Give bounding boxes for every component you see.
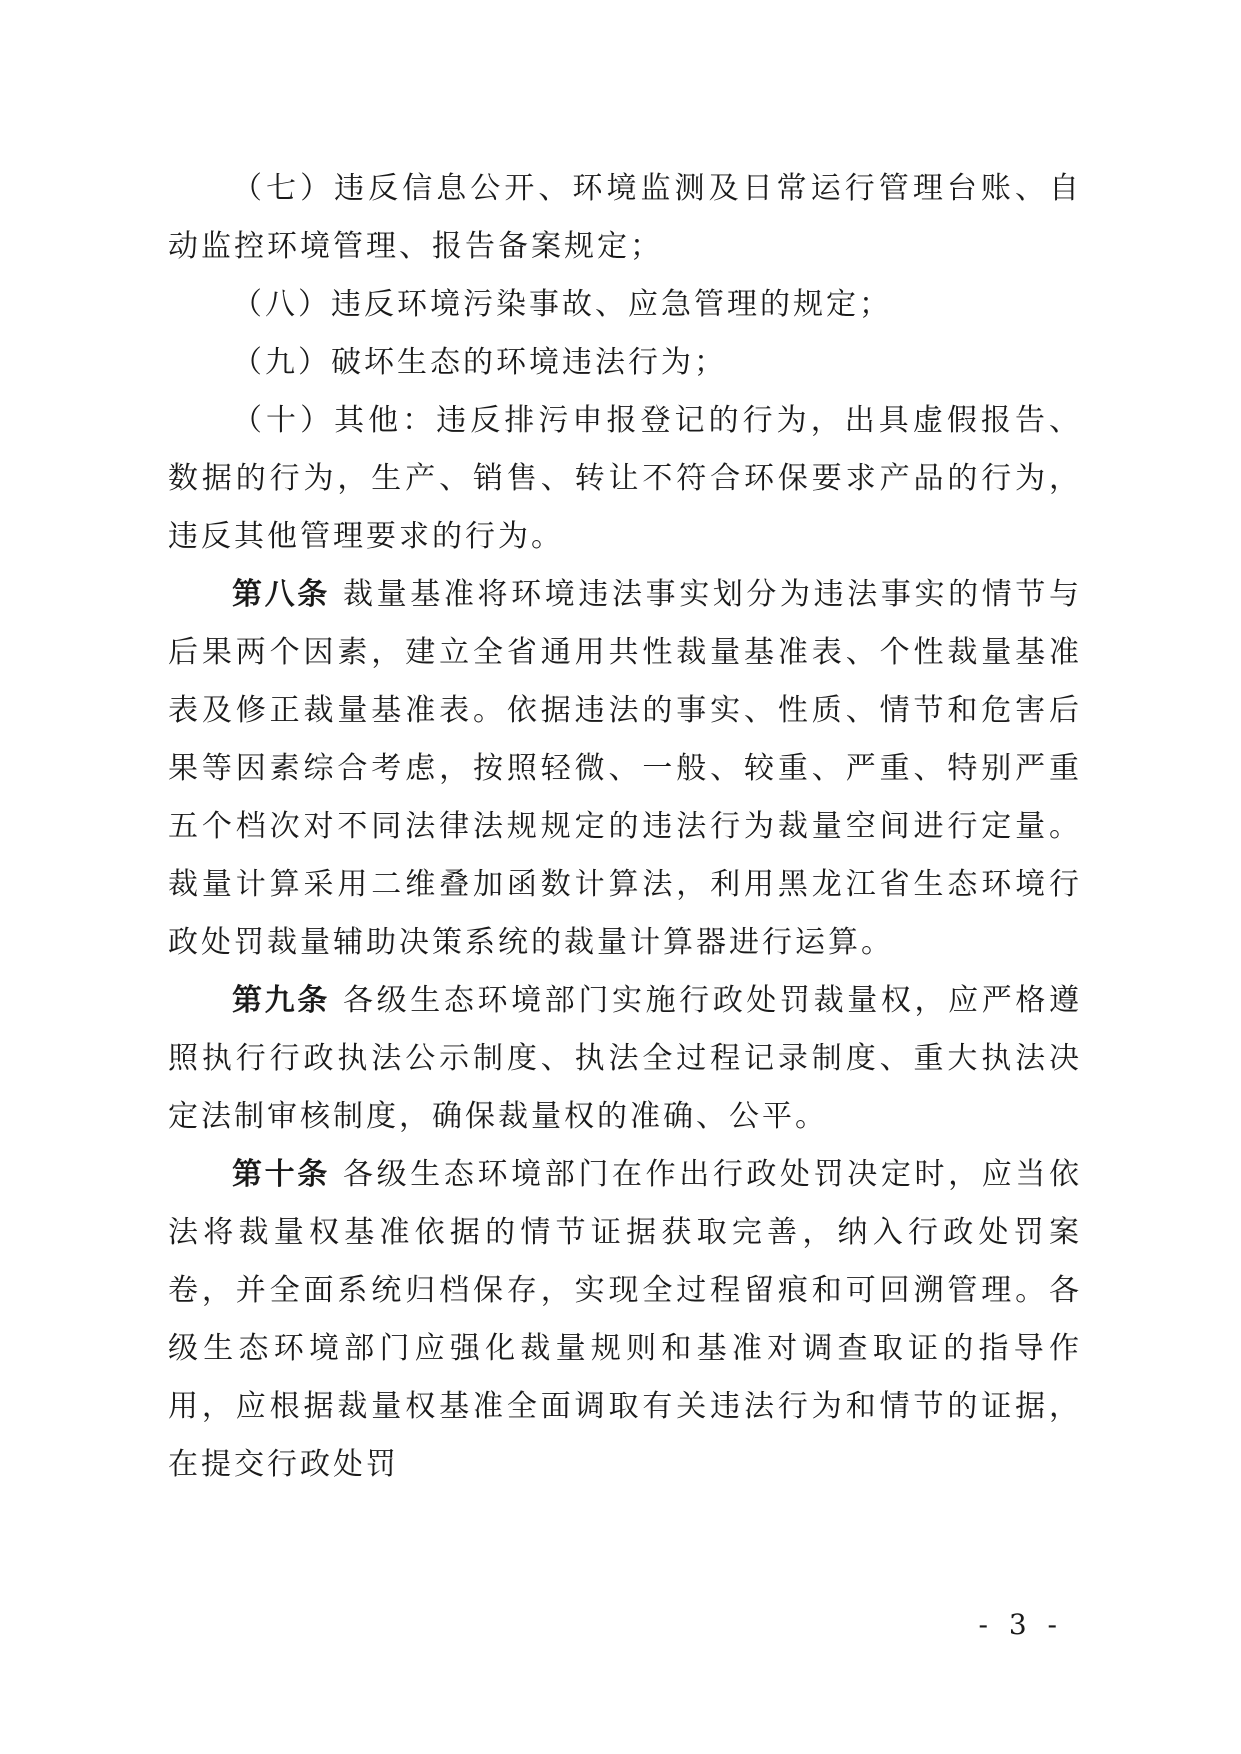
article-text: 各级生态环境部门在作出行政处罚决定时，应当依法将裁量权基准依据的情节证据获取完善，纳入行政处罚案卷，并全面系统归档保存，实现全过程留痕和可回溯管理。各级生态环境部门应强化裁量规则和基准对调查取证的指导作用，应根据裁量权基准全面调取有关违法行为和情节的证据，在提交行政处罚	[168, 1157, 1082, 1482]
article-10	[168, 1146, 1082, 1494]
article-label: 第九条	[232, 983, 330, 1018]
body-text	[168, 160, 1082, 1494]
article-label: 第八条	[232, 577, 330, 612]
paragraph-item-10	[168, 392, 1082, 566]
paragraph-text: （八）违反环境污染事故、应急管理的规定；	[232, 287, 892, 322]
paragraph-text: （九）破坏生态的环境违法行为；	[232, 345, 727, 380]
paragraph-item-9	[168, 334, 1082, 392]
article-text: 裁量基准将环境违法事实划分为违法事实的情节与后果两个因素，建立全省通用共性裁量基准表、个性裁量基准表及修正裁量基准表。依据违法的事实、性质、情节和危害后果等因素综合考虑，按照轻微、一般、较重、严重、特别严重五个档次对不同法律法规规定的违法行为裁量空间进行定量。裁量计算采用二维叠加函数计算法，利用黑龙江省生态环境行政处罚裁量辅助决策系统的裁量计算器进行运算。	[168, 577, 1082, 960]
article-text: 各级生态环境部门实施行政处罚裁量权，应严格遵照执行行政执法公示制度、执法全过程记录制度、重大执法决定法制审核制度，确保裁量权的准确、公平。	[168, 983, 1082, 1134]
paragraph-text: （七）违反信息公开、环境监测及日常运行管理台账、自动监控环境管理、报告备案规定；	[168, 171, 1082, 264]
article-8	[168, 566, 1082, 972]
article-label: 第十条	[232, 1157, 330, 1192]
paragraph-text: （十）其他：违反排污申报登记的行为，出具虚假报告、数据的行为，生产、销售、转让不符合环保要求产品的行为，违反其他管理要求的行为。	[168, 403, 1082, 554]
paragraph-item-7	[168, 160, 1082, 276]
paragraph-item-8	[168, 276, 1082, 334]
page-number: - 3 -	[978, 1608, 1063, 1641]
article-9	[168, 972, 1082, 1146]
